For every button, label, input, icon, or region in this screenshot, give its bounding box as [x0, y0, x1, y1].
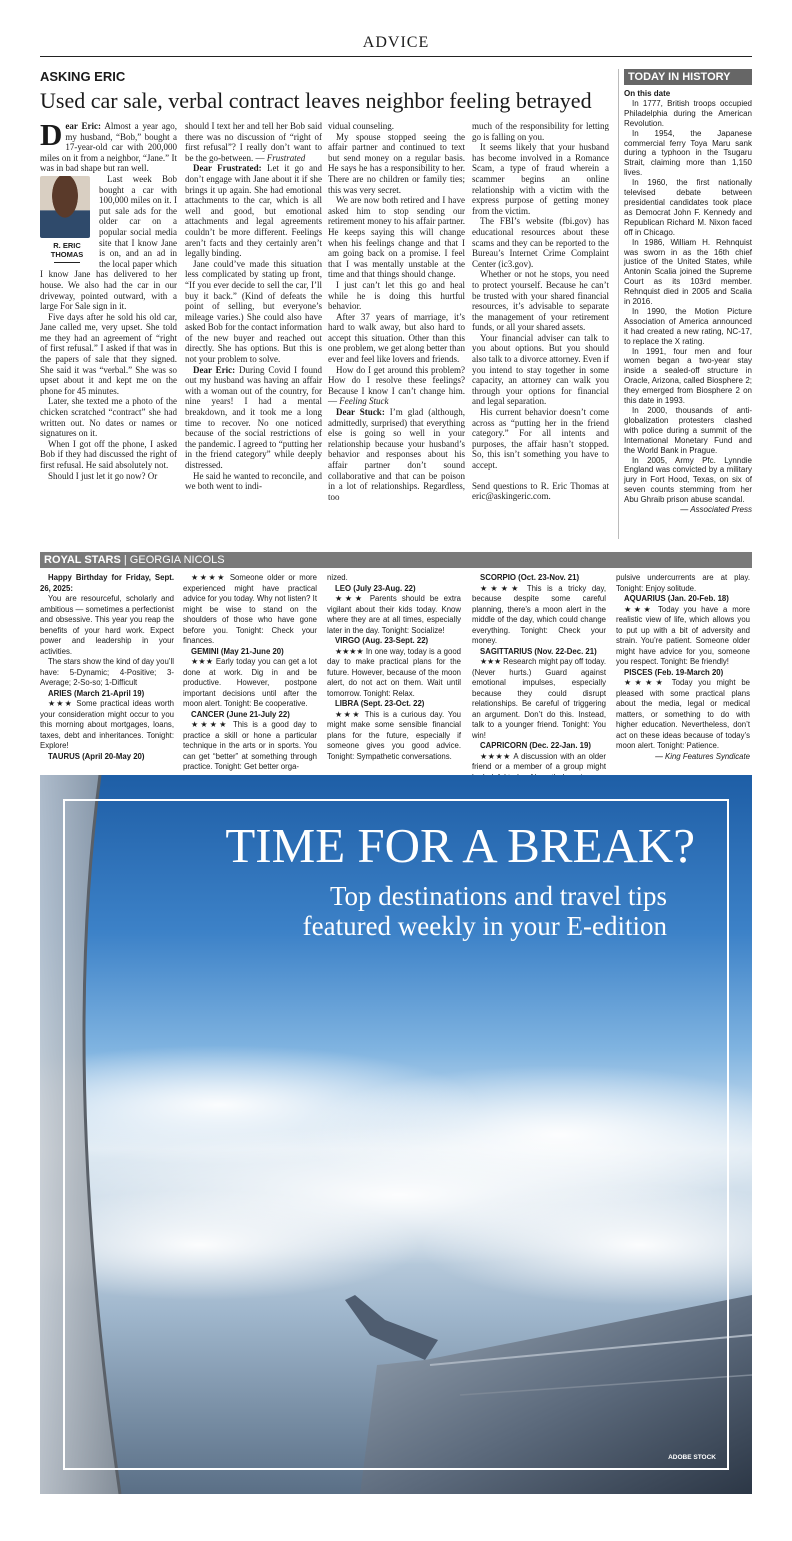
signature: Frustrated — [266, 152, 306, 163]
article-paragraph: The FBI’s website (fbi.gov) has educational resources about these scams and they can be reported to the Bureau’s Internet Crime Complaint Center (ic3.gov). — [472, 216, 609, 269]
article-paragraph: When I got off the phone, I asked Bob if they had discussed the right of first refusal. He said absolutely not. — [40, 438, 177, 470]
sign-forecast: ★★★★ Someone older or more experienced might have practical advice for you today. Why not listen? It might be wise to stand on the shoulders of those who have gone before you. Tonight: Check your finances. — [183, 573, 317, 645]
sign-forecast: ★★★ Research might pay off today. (Never hurts.) Guard against emotional impulses, especially because they could disrupt relationships. Be careful of triggering an argument. Don’t do this. Instead, talk to a younger friend. Tonight: You win! — [472, 657, 606, 740]
horoscope-column-2 — [183, 573, 317, 773]
sign-heading: SCORPIO (Oct. 23-Nov. 21) — [480, 573, 580, 582]
article-paragraph: Dear Stuck: I’m glad (although, admittedly, surprised) that everything else is going so well in your relationship because your husband’s behavior and responses about his affair partner don’t sound collaborative and that can be poison in a lot of relationships. Regardless, too — [328, 407, 465, 502]
sign-heading: AQUARIUS (Jan. 20-Feb. 18) — [624, 594, 729, 603]
article-paragraph: should I text her and tell her Bob said there was no discussion of “right of first refusal”? I really don’t want to be the go-between. — Frustrated — [185, 121, 322, 163]
sign-heading: CAPRICORN (Dec. 22-Jan. 19) — [480, 741, 591, 750]
sign-heading: Happy Birthday for Friday, Sept. 26, 2025: — [40, 573, 174, 593]
article-paragraph: Your financial adviser can talk to you about options. But you should also talk to a divorce attorney. Even if you intend to stay together in some capacity, an attorney can walk you through your options for financial and legal separation. — [472, 332, 609, 407]
history-entry: In 1986, William H. Rehnquist was sworn in as the 16th chief justice of the United States, while Antonin Scalia joined the Supreme Court as its 103rd member. Rehnquist died in 2005 and Scalia in 2016. — [624, 237, 752, 307]
article-paragraph: Dear Eric: During Covid I found out my husband was having an affair with a woman out of the country, for nine years! I had a mental breakdown, and it took me a long time to recover. No one noticed because of the social restrictions of the pandemic. I agreed to “putting her in the friend category” while deeply distressed. — [185, 364, 322, 470]
history-entry: In 1954, the Japanese commercial ferry Toya Maru sank during a typhoon in the Tsugaru Strait, claiming more than 1,150 lives. — [624, 128, 752, 178]
columnist-photo-block — [40, 176, 94, 263]
photo-caption-line: R. ERIC — [53, 240, 81, 250]
article-paragraph: Send questions to R. Eric Thomas at eric@askingeric.com. — [472, 480, 609, 502]
article-paragraph: much of the responsibility for letting go is falling on you. — [472, 121, 609, 142]
article-paragraph: I just can’t let this go and heal while he is doing this hurtful behavior. — [328, 279, 465, 312]
sign-forecast: nized. — [327, 573, 348, 582]
photo-caption-rule — [54, 262, 80, 263]
sidebar-divider — [618, 69, 619, 539]
article-column-1 — [40, 117, 178, 481]
sign-forecast: ★★★ Some practical ideas worth your consideration might occur to you this morning about mortgages, loans, taxes, debt and inheritances. Tonight: Explore! — [40, 699, 174, 750]
history-entry: In 1960, the first nationally televised debate between presidential candidates took place as Democrat John F. Kennedy and Republican Richard M. Nixon faced off in Chicago. — [624, 178, 752, 237]
horoscope-column-1 — [40, 573, 174, 762]
article-paragraph: Whether or not he stops, you need to protect yourself. Because he can’t be trusted with your shared financial resources, it’s advisable to separate the management of your retirement funds, or all your shared assets. — [472, 269, 609, 333]
sign-forecast: ★★★ Early today you can get a lot done at work. Dig in and be productive. However, postpone important decisions until after the moon alert. Tonight: Be cooperative. — [183, 657, 317, 708]
sign-heading: CANCER (June 21-July 22) — [191, 709, 290, 719]
sign-forecast: ★★★★ In one way, today is a good day to make practical plans for the future. However, because of the moon alert, do not act on them. Wait until tomorrow. Tonight: Relax. — [327, 646, 461, 698]
horoscope-column-5 — [616, 573, 750, 762]
history-credit: — Associated Press — [680, 505, 752, 515]
article-paragraph: How do I get around this problem? How do I resolve these feelings? Because I know I can’t change him. — Feeling Stuck — [328, 364, 465, 407]
horoscope-column-4 — [472, 573, 606, 783]
article-headline: Used car sale, verbal contract leaves neighbor feeling betrayed — [40, 88, 592, 113]
sign-forecast: pulsive undercurrents are at play. Tonight: Enjoy solitude. — [616, 573, 750, 593]
salutation: Dear Eric: — [193, 364, 236, 375]
history-subheading: On this date — [624, 89, 671, 98]
sign-forecast: ★★★★ This is a good day to practice a skill or hone a particular technique in the arts or in sports. You can get “better” at something through practice. Tonight: Get better orga- — [183, 720, 317, 771]
ad-subtitle — [40, 881, 667, 941]
article-paragraph: After 37 years of marriage, it’s hard to walk away, but also hard to accept this situation. Other than this one problem, we get along better than ever and feel like lovers and friends. — [328, 311, 465, 365]
sign-heading: ARIES (March 21-April 19) — [48, 688, 145, 698]
horoscope-credit: — King Features Syndicate — [655, 751, 750, 761]
article-paragraph: Jane could’ve made this situation less complicated by stating up front, “If you ever decide to sell the car, I’ll buy it back.” (Kind of defeats the point of selling, but everyone’s mileage varies.) She could also have asked Bob for the contact information of the new buyer and reached out directly. She has options. But this is not your problem to solve. — [185, 258, 322, 365]
sign-forecast: ★★★ Parents should be extra vigilant about their kids today. Know where they are at all times, especially later in the day. Tonight: Socialize! — [327, 594, 461, 635]
sign-heading: SAGITTARIUS (Nov. 22-Dec. 21) — [480, 646, 597, 656]
signature: Feeling Stuck — [339, 396, 389, 407]
sign-heading: LIBRA (Sept. 23-Oct. 22) — [335, 699, 425, 708]
travel-advertisement[interactable] — [40, 775, 752, 1494]
sign-heading: LEO (July 23-Aug. 22) — [335, 583, 416, 593]
royal-stars-author: GEORGIA NICOLS — [129, 554, 225, 566]
article-paragraph: It seems likely that your husband has become involved in a Romance Scam, a type of fraud wherein a scammer begins an online relationship with a victim with the express purpose of getting money from the victim. — [472, 142, 609, 216]
article-paragraph: Should I just let it go now? Or — [48, 470, 158, 481]
article-paragraph: Five days after he sold his old car, Jane called me, very upset. She told me they had an agreement of “right of first refusal.” I asked if that was in the papers of sale that they signed. She said it was “verbal.” She was so upset about it and kept me on the phone for 45 minutes. — [40, 311, 177, 396]
article-column-2 — [185, 121, 322, 492]
history-entry: In 2000, thousands of anti-globalization protesters clashed with police during a summit of the International Monetary Fund and the World Bank in Prague. — [624, 406, 752, 455]
salutation: Dear Frustrated: — [193, 163, 262, 174]
article-paragraph: He said he wanted to reconcile, and we both went to indi- — [185, 470, 322, 492]
sign-forecast: ★★★★ A discussion with an older friend or a member of a group might — [472, 751, 606, 771]
section-header: ADVICE — [362, 34, 430, 51]
columnist-photo-caption — [40, 241, 94, 259]
article-paragraph: Last week Bob bought a car with 100,000 miles on it. I put sale ads for the older car on a popular social media site that I know Jane is on, and an ad in the local paper which I know Jane has delivered to her house. We also had the car in our driveway, pointed outward, with a large For Sale sign in it. — [40, 173, 177, 312]
article-paragraph: My spouse stopped seeing the affair partner and continued to text but send money on a regular basis. He says he has a responsibility to her. There are no children or family ties; this was very secret. — [328, 131, 465, 195]
article-paragraph: Dear Eric: Almost a year ago, my husband, “Bob,” bought a 17-year-old car with 200,000 miles on it from a neighbor, “Jane.” It was in bad shape but ran well. — [40, 117, 178, 174]
article-paragraph: His current behavior doesn’t come across as “putting her in the friend category.” For all intents and purposes, the affair hasn’t stopped. So, this isn’t something you have to accept. — [472, 407, 609, 470]
ad-subtitle-line-2: featured weekly in your E-edition — [302, 911, 667, 941]
sign-heading: VIRGO (Aug. 23-Sept. 22) — [335, 636, 429, 645]
sign-heading: GEMINI (May 21-June 20) — [191, 646, 284, 656]
salutation: ear Eric: — [65, 121, 102, 131]
ad-photo-credit: ADOBE STOCK — [668, 1454, 716, 1461]
history-entry: In 1990, the Motion Picture Association of America announced it had created a new rating, NC-17, to replace the X rating. — [624, 306, 752, 346]
header-rule — [40, 56, 752, 57]
article-paragraph: vidual counseling. — [328, 121, 394, 131]
article-paragraph: We are now both retired and I have asked him to stop sending our retirement money to his affair partner. He keeps saying this will change when his feelings change and that I am going back on a promise. I feel that I was mentally unstable at the time and that things should change. — [328, 195, 465, 280]
columnist-photo — [40, 176, 90, 238]
article-column-4 — [472, 121, 609, 502]
sign-forecast: ★★★ This is a curious day. You might make some sensible financial plans for the future, especially if someone gives you good advice. Tonight: Sympathetic conversations. — [327, 709, 461, 761]
drop-cap: D — [40, 117, 63, 152]
photo-caption-line: THOMAS — [50, 249, 84, 259]
sign-forecast: ★★★ Today you have a more realistic view of life, which allows you to put up with a bit of adversity and strain. You’re patient. Someone older might have advice for you, someone you respect. Tonight: Be friendly! — [616, 604, 750, 666]
royal-stars-title: ROYAL STARS — [44, 554, 121, 566]
article-paragraph: Later, she texted me a photo of the chicken scratched “contract” she had written out. No dates or names or signatures on it. — [40, 396, 177, 439]
today-in-history-heading: TODAY IN HISTORY — [624, 69, 752, 85]
royal-stars-bar: ROYAL STARS | GEORGIA NICOLS — [40, 552, 752, 568]
article-column-3 — [328, 121, 465, 502]
sign-forecast: ★★★★ This is a tricky day, because despite some careful planning, there’s a moon alert in the middle of the day, which could change everything. Tonight: Check your money. — [472, 583, 606, 645]
ad-subtitle-line-1: Top destinations and travel tips — [329, 881, 667, 911]
sign-forecast: ★★★★ Today you might be pleased with some practical plans about the media, legal or medical matters, or something to do with higher education. Nevertheless, don’t act on these ideas because of today’s moon alert. Tonight: Patience. — [616, 678, 750, 750]
article-paragraph: Dear Frustrated: Let it go and don’t engage with Jane about it if she brings it up again. She had emotional attachments to the car, which is all well and good, but emotional attachments and legal agreements couldn’t be more different. Feelings aren’t facts and they certainly aren’t legally binding. — [185, 163, 322, 259]
sign-heading: PISCES (Feb. 19-March 20) — [624, 667, 724, 677]
horoscope-column-3 — [327, 573, 461, 762]
sign-heading: TAURUS (April 20-May 20) — [48, 751, 145, 761]
column-kicker: ASKING ERIC — [40, 69, 126, 84]
salutation: Dear Stuck: — [336, 407, 385, 418]
sign-forecast: You are resourceful, scholarly and ambitious — sometimes a perfectionist and obsessive. This year you reap the benefits of your hard work. Expect power and leadership in your activities. — [40, 594, 174, 656]
history-entry: In 1777, British troops occupied Philadelphia during the American Revolution. — [624, 98, 752, 128]
history-entry: In 1991, four men and four women began a two-year stay inside a sealed-off structure in Oracle, Arizona, called Biosphere 2; they emerged from Biosphere 2 on this date in 1993. — [624, 346, 752, 406]
sign-forecast: The stars show the kind of day you’ll have: 5-Dynamic; 4-Positive; 3-Average; 2-So-so; 1-Difficult — [40, 657, 174, 687]
history-entry: In 2005, Army Pfc. Lynndie England was convicted by a military jury in Fort Hood, Texas, on six of seven counts stemming from her Abu Ghraib prison abuse scandal. — [624, 455, 752, 505]
ad-title: TIME FOR A BREAK? — [225, 818, 695, 873]
today-in-history-body — [624, 89, 752, 515]
